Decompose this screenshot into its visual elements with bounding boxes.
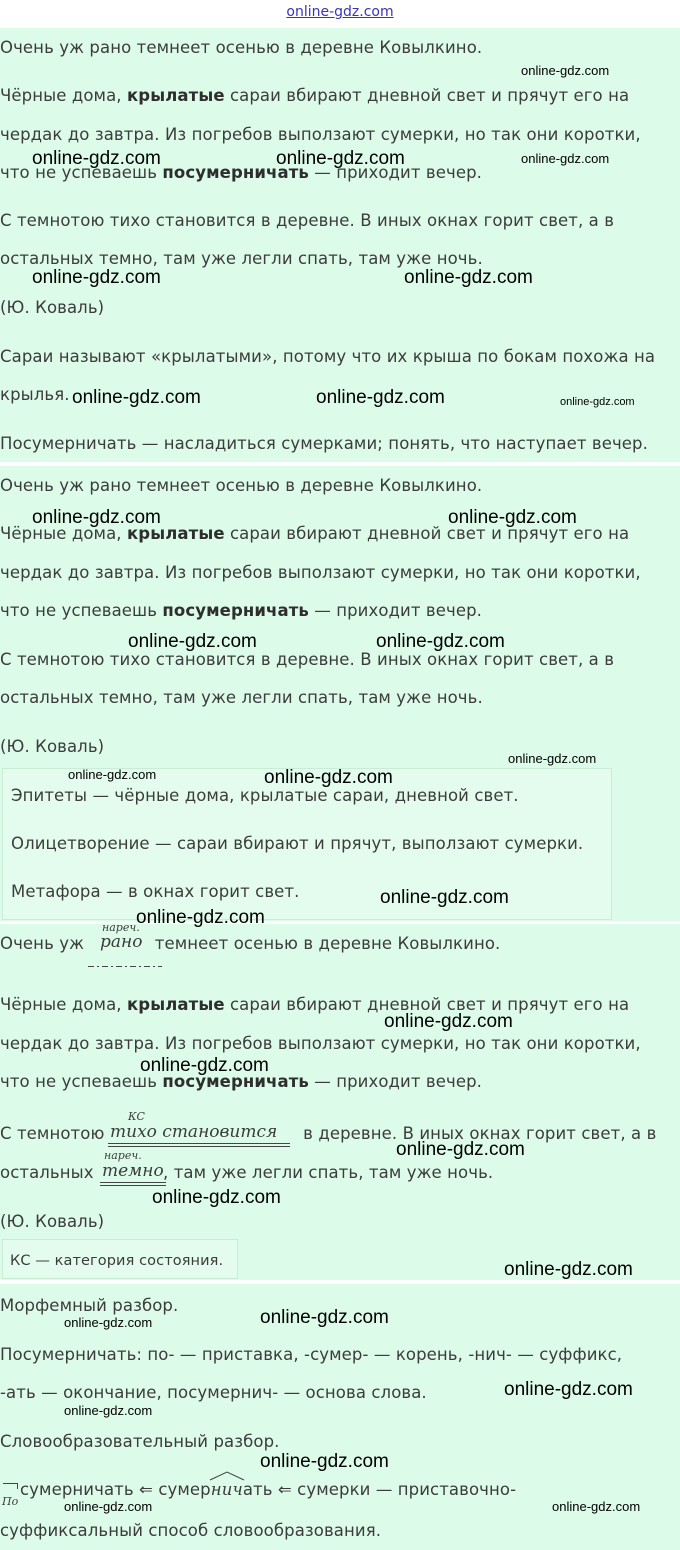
predicate-underline-1	[108, 1143, 290, 1144]
watermark: online-gdz.com	[140, 1055, 269, 1076]
watermark: online-gdz.com	[64, 1403, 153, 1418]
answer-panel-2	[0, 466, 680, 921]
watermark: online-gdz.com	[552, 1499, 641, 1514]
morpheme-line-2: -ать — окончание, посумернич- — основа слова.	[0, 1383, 427, 1402]
predicate-word-temno: темно	[102, 1161, 164, 1181]
prefix-mark	[3, 1483, 18, 1484]
watermark: online-gdz.com	[64, 1315, 153, 1330]
watermark: online-gdz.com	[560, 396, 635, 408]
watermark: online-gdz.com	[380, 887, 509, 908]
poem-line-2: Чёрные дома, крылатые сараи вбирают дневной свет и прячут его на	[0, 524, 630, 543]
answer-1-line-1: Сараи называют «крылатыми», потому что их крыша по бокам похожа на	[0, 347, 656, 366]
poem-line-2: Чёрные дома, крылатые сараи вбирают дневной свет и прячут его на	[0, 995, 630, 1014]
watermark: online-gdz.com	[396, 1139, 525, 1160]
poem-line-4: что не успеваешь посумерничать — приходит вечер.	[0, 601, 483, 620]
personification-line: Олицетворение — сараи вбирают и прячут, выползают сумерки.	[11, 834, 584, 853]
answer-1-line-2: крылья.	[0, 385, 70, 404]
poem-line-4: что не успеваешь посумерничать — приходит вечер.	[0, 1072, 483, 1091]
parsed-line-5: С темнотою в деревне. В иных окнах горит свет, а в	[0, 1124, 657, 1143]
watermark: online-gdz.com	[384, 1011, 513, 1032]
suffix-mark-icon	[209, 1471, 245, 1481]
watermark: online-gdz.com	[276, 148, 405, 169]
state-category-definition: КС — категория состояния.	[10, 1253, 224, 1269]
watermark: online-gdz.com	[448, 507, 577, 528]
watermark: online-gdz.com	[376, 631, 505, 652]
watermark: online-gdz.com	[521, 151, 610, 166]
predicate-underline-4	[100, 1185, 166, 1186]
poem-line-2: Чёрные дома, крылатые сараи вбирают дневной свет и прячут его на	[0, 86, 630, 105]
poem-line-3: чердак до завтра. Из погребов выползают сумерки, но так они коротки,	[0, 1034, 641, 1053]
derivation-line-2: суффиксальный способ словообразования.	[0, 1521, 382, 1540]
poem-line-1: Очень уж рано темнеет осенью в деревне Ковылкино.	[0, 38, 483, 57]
site-header-link[interactable]: online-gdz.com	[286, 4, 394, 20]
poem-author: (Ю. Коваль)	[0, 1212, 105, 1231]
predicate-words-tikho-stanovitsya: тихо становится	[110, 1122, 278, 1142]
poem-line-6: остальных темно, там уже легли спать, там уже ночь.	[0, 249, 483, 268]
predicate-underline-3	[100, 1182, 166, 1183]
watermark: online-gdz.com	[404, 267, 533, 288]
watermark: online-gdz.com	[136, 907, 265, 928]
watermark: online-gdz.com	[260, 1451, 389, 1472]
adverb-note: нареч.	[102, 921, 140, 934]
poem-line-3: чердак до завтра. Из погребов выползают сумерки, но так они коротки,	[0, 125, 641, 144]
morpheme-line-1: Посумерничать: по- — приставка, -сумер- — корень, -нич- — суффикс,	[0, 1345, 623, 1364]
state-category-box	[2, 1239, 238, 1279]
adverb-underline	[88, 966, 162, 967]
figures-of-speech-box	[2, 768, 612, 920]
derivation-heading: Словообразовательный разбор.	[0, 1432, 280, 1451]
predicate-underline-2	[108, 1146, 290, 1147]
parsed-line-6: остальных , там уже легли спать, там уже ночь.	[0, 1163, 494, 1182]
watermark: online-gdz.com	[521, 63, 610, 78]
suffix-nich: нич	[211, 1479, 243, 1501]
poem-line-6: остальных темно, там уже легли спать, там уже ночь.	[0, 688, 483, 707]
watermark: online-gdz.com	[68, 767, 157, 782]
watermark: online-gdz.com	[504, 1259, 633, 1280]
epithets-line: Эпитеты — чёрные дома, крылатые сараи, дневной свет.	[11, 786, 519, 805]
answer-panel-3	[0, 921, 680, 1280]
poem-line-3: чердак до завтра. Из погребов выползают сумерки, но так они коротки,	[0, 563, 641, 582]
poem-line-5: С темнотою тихо становится в деревне. В иных окнах горит свет, а в	[0, 211, 615, 230]
watermark: online-gdz.com	[32, 148, 161, 169]
parsed-line-1: Очень уж темнеет осенью в деревне Ковылкино.	[0, 934, 501, 953]
poem-author: (Ю. Коваль)	[0, 737, 105, 756]
watermark: online-gdz.com	[152, 1187, 281, 1208]
watermark: online-gdz.com	[64, 1499, 153, 1514]
adverb-word-rano: рано	[100, 932, 143, 952]
state-category-note: КС	[128, 1110, 145, 1123]
watermark: online-gdz.com	[260, 1307, 389, 1328]
morpheme-heading: Морфемный разбор.	[0, 1296, 179, 1315]
watermark: online-gdz.com	[32, 507, 161, 528]
prefix-mark-tick	[17, 1483, 18, 1489]
poem-line-4: что не успеваешь посумерничать — приходит вечер.	[0, 163, 483, 182]
derivation-chain: сумерничать ⇐ сумернич ать ⇐ сумерки — приставочно-	[20, 1479, 516, 1501]
watermark: online-gdz.com	[72, 387, 201, 408]
metaphor-line: Метафора — в окнах горит свет.	[11, 882, 300, 901]
answer-1-line-3: Посумерничать — насладиться сумерками; понять, что наступает вечер.	[0, 434, 648, 453]
adverb-note-2: нареч.	[104, 1149, 142, 1162]
watermark: online-gdz.com	[508, 751, 597, 766]
poem-author: (Ю. Коваль)	[0, 298, 105, 317]
watermark: online-gdz.com	[32, 267, 161, 288]
poem-line-1: Очень уж рано темнеет осенью в деревне Ковылкино.	[0, 476, 483, 495]
watermark: online-gdz.com	[264, 767, 393, 788]
prefix-label-po: По	[2, 1495, 19, 1508]
watermark: online-gdz.com	[504, 1379, 633, 1400]
watermark: online-gdz.com	[128, 631, 257, 652]
watermark: online-gdz.com	[316, 387, 445, 408]
poem-line-5: С темнотою тихо становится в деревне. В иных окнах горит свет, а в	[0, 650, 615, 669]
